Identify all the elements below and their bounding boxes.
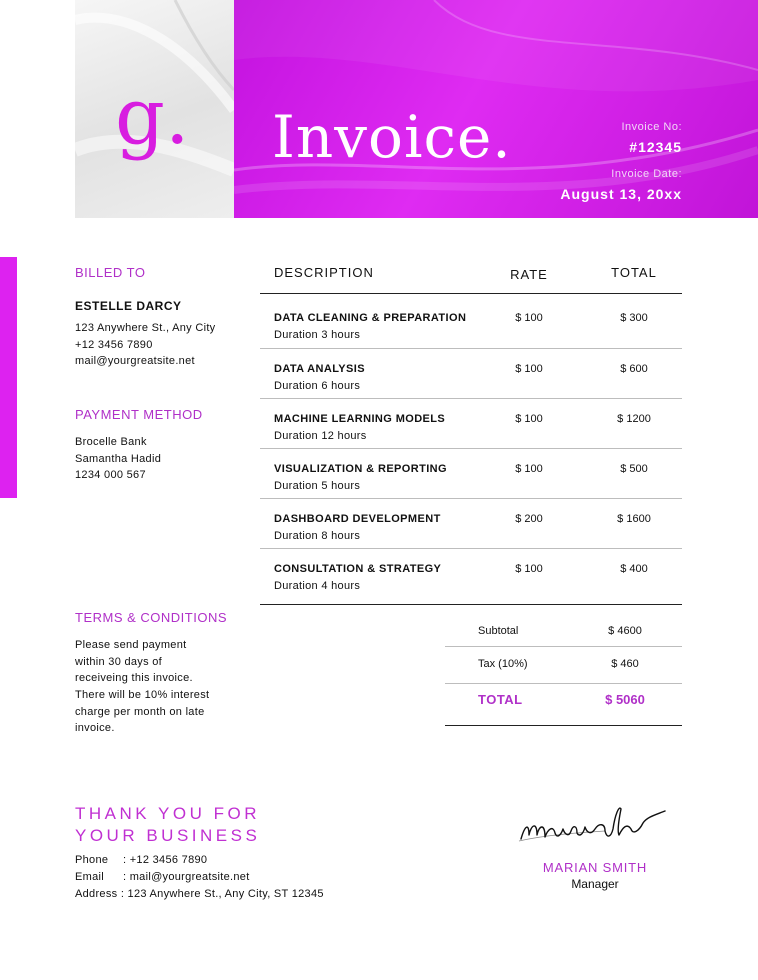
terms-title: TERMS & CONDITIONS bbox=[75, 610, 228, 625]
brand-logo: g. bbox=[115, 72, 190, 162]
bank-name: Brocelle Bank bbox=[75, 436, 147, 448]
item-rate: $ 100 bbox=[515, 563, 543, 575]
grand-total-value: $ 5060 bbox=[605, 692, 645, 707]
table-header-divider bbox=[260, 293, 682, 294]
terms-line: invoice. bbox=[75, 722, 115, 734]
thank-you-message bbox=[75, 803, 260, 847]
description-header: DESCRIPTION bbox=[274, 265, 374, 280]
footer-address-label: Address bbox=[75, 888, 118, 900]
item-duration: Duration 6 hours bbox=[274, 380, 361, 392]
subtotal-value: $ 4600 bbox=[608, 625, 642, 637]
payment-method-title: PAYMENT METHOD bbox=[75, 407, 203, 422]
table-row bbox=[260, 549, 682, 599]
header-logo-panel bbox=[75, 0, 234, 218]
item-description: DASHBOARD DEVELOPMENT bbox=[274, 513, 441, 525]
footer-email-label: Email bbox=[75, 871, 105, 883]
thank-you-line: THANK YOU FOR bbox=[75, 804, 260, 823]
item-description: MACHINE LEARNING MODELS bbox=[274, 413, 446, 425]
summary-divider bbox=[445, 646, 682, 647]
item-duration: Duration 12 hours bbox=[274, 430, 367, 442]
item-total: $ 1200 bbox=[617, 413, 651, 425]
billed-to-title: BILLED TO bbox=[75, 265, 146, 280]
table-row bbox=[260, 449, 682, 499]
item-total: $ 500 bbox=[620, 463, 648, 475]
item-duration: Duration 3 hours bbox=[274, 329, 361, 341]
total-header: TOTAL bbox=[611, 265, 657, 280]
tax-label: Tax (10%) bbox=[478, 658, 528, 670]
table-bottom-divider bbox=[260, 604, 682, 605]
item-rate: $ 100 bbox=[515, 312, 543, 324]
signer-name: MARIAN SMITH bbox=[542, 860, 648, 875]
tax-value: $ 460 bbox=[611, 658, 639, 670]
table-row bbox=[260, 349, 682, 399]
account-number: 1234 000 567 bbox=[75, 469, 146, 481]
item-duration: Duration 8 hours bbox=[274, 530, 361, 542]
footer-phone-label: Phone bbox=[75, 854, 109, 866]
item-description: CONSULTATION & STRATEGY bbox=[274, 563, 442, 575]
item-rate: $ 100 bbox=[515, 463, 543, 475]
summary-divider bbox=[445, 683, 682, 684]
client-name: ESTELLE DARCY bbox=[75, 299, 182, 313]
item-total: $ 600 bbox=[620, 363, 648, 375]
item-rate: $ 100 bbox=[515, 413, 543, 425]
footer-email bbox=[75, 871, 250, 883]
invoice-date: August 13, 20xx bbox=[560, 186, 682, 202]
item-description: DATA ANALYSIS bbox=[274, 363, 365, 375]
terms-line: Please send payment bbox=[75, 639, 187, 651]
item-duration: Duration 4 hours bbox=[274, 580, 361, 592]
grand-total-label: TOTAL bbox=[478, 692, 523, 707]
footer-phone-value: : +12 3456 7890 bbox=[123, 854, 208, 866]
item-description: DATA CLEANING & PREPARATION bbox=[274, 312, 467, 324]
item-duration: Duration 5 hours bbox=[274, 480, 361, 492]
invoice-title: Invoice. bbox=[272, 103, 512, 171]
table-row bbox=[260, 399, 682, 449]
signer-role: Manager bbox=[571, 877, 619, 891]
footer-email-value: : mail@yourgreatsite.net bbox=[123, 871, 250, 883]
thank-you-line: YOUR BUSINESS bbox=[75, 826, 261, 845]
footer-address-value: : 123 Anywhere St., Any City, ST 12345 bbox=[120, 888, 324, 900]
footer-address bbox=[75, 888, 324, 900]
terms-line: charge per month on late bbox=[75, 706, 205, 718]
item-total: $ 300 bbox=[620, 312, 648, 324]
client-email: mail@yourgreatsite.net bbox=[75, 355, 195, 367]
item-rate: $ 100 bbox=[515, 363, 543, 375]
terms-line: There will be 10% interest bbox=[75, 689, 210, 701]
account-name: Samantha Hadid bbox=[75, 453, 162, 465]
item-description: VISUALIZATION & REPORTING bbox=[274, 463, 447, 475]
item-total: $ 1600 bbox=[617, 513, 651, 525]
invoice-no: #12345 bbox=[629, 139, 682, 155]
header-title-panel bbox=[234, 0, 758, 218]
item-rate: $ 200 bbox=[515, 513, 543, 525]
terms-line: receiveing this invoice. bbox=[75, 672, 193, 684]
footer-phone bbox=[75, 854, 207, 866]
summary-bottom-divider bbox=[445, 725, 682, 726]
client-phone: +12 3456 7890 bbox=[75, 339, 153, 351]
table-row bbox=[260, 298, 682, 348]
invoice-date-label: Invoice Date: bbox=[611, 168, 682, 180]
rate-header: RATE bbox=[510, 267, 548, 282]
handwritten-signature bbox=[515, 795, 675, 855]
client-address: 123 Anywhere St., Any City bbox=[75, 322, 216, 334]
accent-side-bar bbox=[0, 257, 17, 498]
table-row bbox=[260, 499, 682, 549]
invoice-no-label: Invoice No: bbox=[621, 121, 682, 133]
item-total: $ 400 bbox=[620, 563, 648, 575]
terms-line: within 30 days of bbox=[75, 656, 163, 668]
subtotal-label: Subtotal bbox=[478, 625, 519, 637]
